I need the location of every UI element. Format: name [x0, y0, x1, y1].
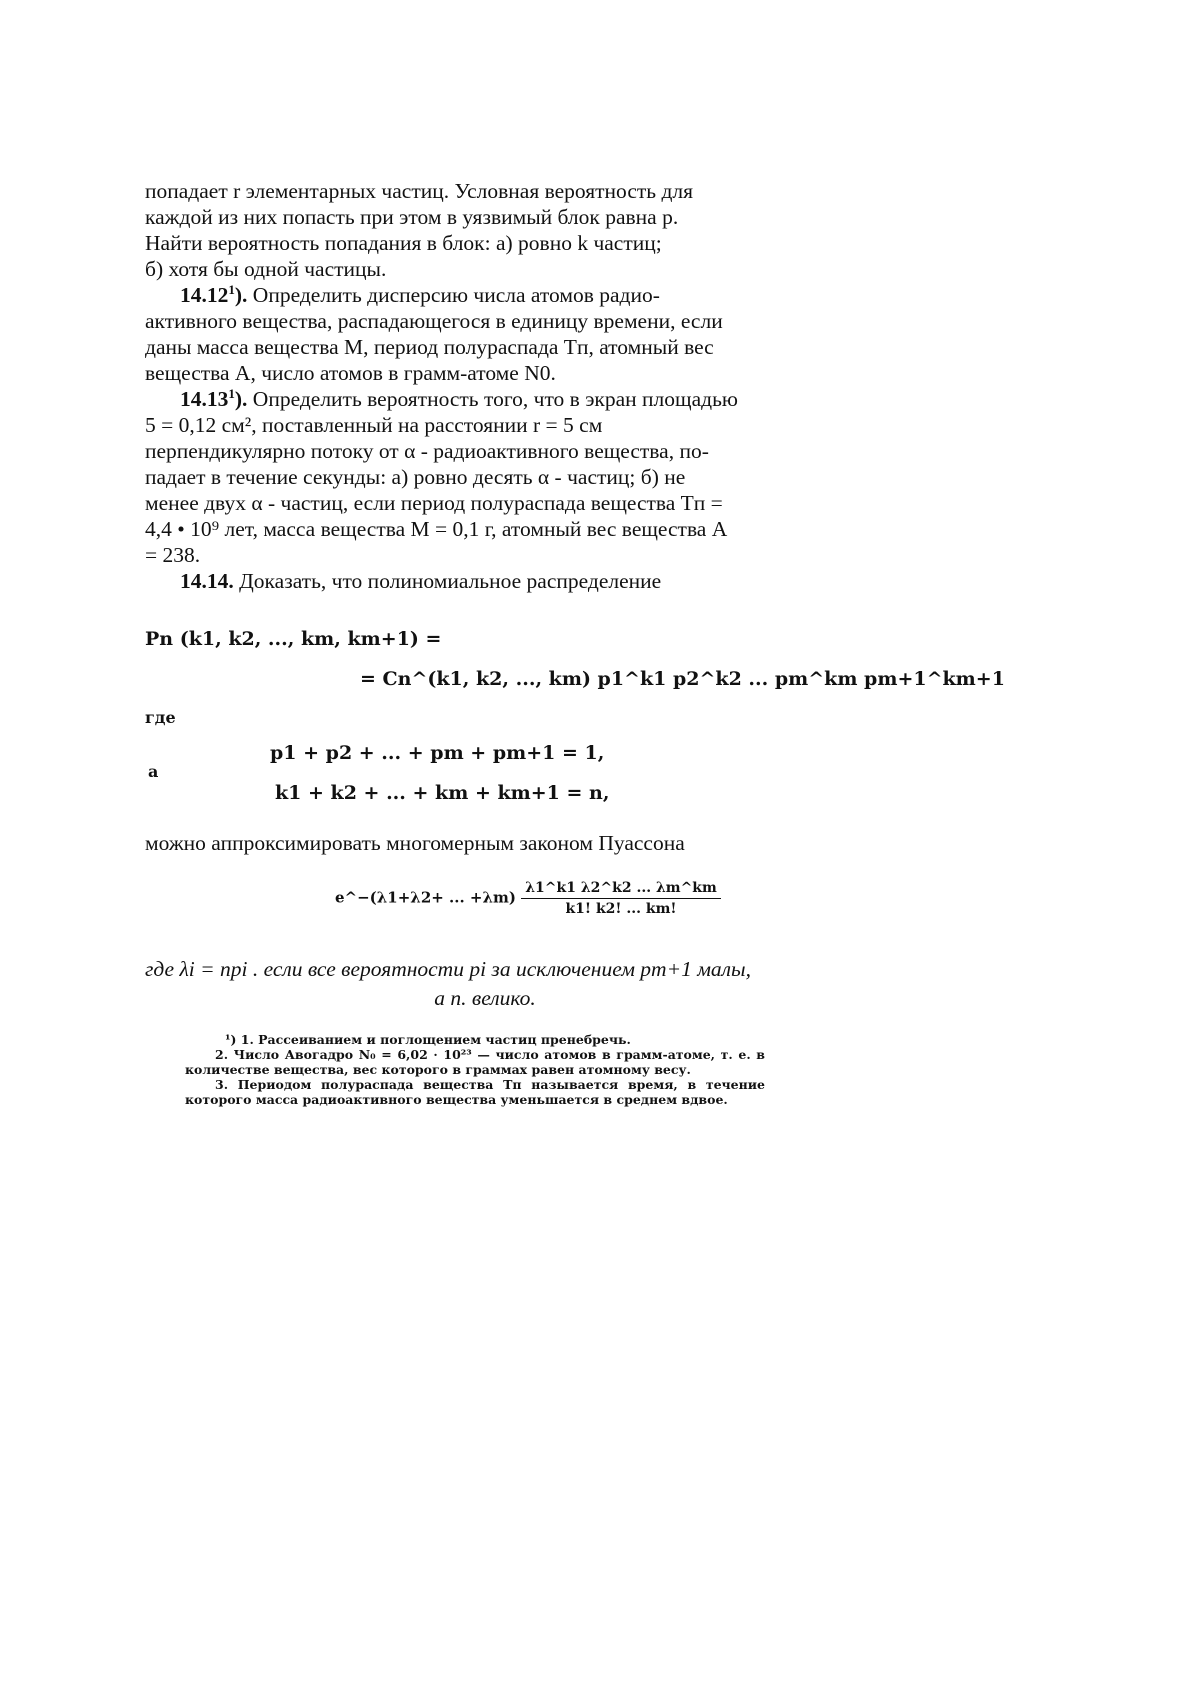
label-a: а	[148, 762, 159, 781]
problem-14-13-heading-line	[145, 386, 825, 412]
text-line: 4,4 • 10⁹ лет, масса вещества M = 0,1 г, атомный вес вещества A	[145, 517, 728, 541]
formula-pn-lhs: Pn (k1, k2, ..., km, km+1) =	[145, 628, 442, 650]
problem-14-13	[145, 386, 825, 568]
text-line: Доказать, что полиномиальное распределение	[233, 569, 662, 593]
problem-14-14	[145, 568, 825, 594]
problem-number-suffix: ).	[234, 283, 248, 307]
text-line: = 238.	[145, 543, 201, 567]
text-line: вещества A, число атомов в грамм-атоме N0.	[145, 361, 556, 385]
text-line: каждой из них попасть при этом в уязвимый блок равна p.	[145, 205, 679, 229]
footnote-2: 2. Число Авогадро N₀ = 6,02 · 10²³ — число атомов в грамм-атоме, т. е. в количестве вещества, вес которого в граммах равен атомному весу.	[185, 1047, 765, 1077]
text-line: менее двух α - частиц, если период полураспада вещества Tп =	[145, 491, 723, 515]
formula-poisson-exponential: e^−(λ1+λ2+ ... +λm)	[335, 888, 516, 907]
footnote-ref: 1	[228, 281, 235, 297]
footnote-1: ¹) 1. Рассеиванием и поглощением частиц пренебречь.	[225, 1032, 631, 1047]
text-line: падает в течение секунды: а) ровно десять α - частиц; б) не	[145, 465, 686, 489]
formula-sum-k: k1 + k2 + ... + km + km+1 = n,	[275, 782, 610, 804]
formula-pn-rhs: = Cn^(k1, k2, ..., km) p1^k1 p2^k2 ... pm^km pm+1^km+1	[360, 668, 1005, 690]
text-line: Определить дисперсию числа атомов радио-	[247, 283, 660, 307]
text-line: попадает r элементарных частиц. Условная вероятность для	[145, 179, 694, 203]
text-line: Определить вероятность того, что в экран площадью	[247, 387, 738, 411]
text-line: перпендикулярно потоку от α - радиоактивного вещества, по-	[145, 439, 709, 463]
text-line: где λi = npi . если все вероятности pi за исключением pm+1 малы,	[145, 957, 751, 981]
formula-poisson-numerator: λ1^k1 λ2^k2 ... λm^km	[521, 880, 721, 899]
footnote-3: 3. Периодом полураспада вещества Tп называется время, в течение которого масса радиоактивного вещества уменьшается в среднем вдвое.	[185, 1077, 765, 1107]
trailer-text	[145, 955, 825, 1013]
footnotes	[185, 1032, 765, 1107]
problem-14-14-line	[145, 568, 825, 594]
problem-number: 14.13	[180, 387, 229, 411]
text-line: 5 = 0,12 см², поставленный на расстоянии r = 5 см	[145, 413, 603, 437]
text-line: активного вещества, распадающегося в единицу времени, если	[145, 309, 723, 333]
formula-poisson-fraction	[521, 880, 721, 917]
problem-number: 14.12	[180, 283, 229, 307]
text-line: б) хотя бы одной частицы.	[145, 257, 387, 281]
label-gde: где	[145, 708, 176, 727]
poisson-intro	[145, 830, 825, 856]
problem-number: 14.14.	[180, 569, 234, 593]
formula-poisson	[335, 880, 721, 917]
paragraph-continuation	[145, 178, 825, 282]
text-line-centered: а n. велико.	[434, 986, 536, 1010]
problem-number-suffix: ).	[234, 387, 248, 411]
formula-poisson-denominator: k1! k2! ... km!	[565, 901, 677, 917]
problem-14-12	[145, 282, 825, 386]
text-line: можно аппроксимировать многомерным законом Пуассона	[145, 831, 685, 855]
text-line: Найти вероятность попадания в блок: а) ровно k частиц;	[145, 231, 662, 255]
problem-14-12-heading-line	[145, 282, 825, 308]
formula-sum-p: p1 + p2 + ... + pm + pm+1 = 1,	[270, 742, 605, 764]
text-line: даны масса вещества M, период полураспада Tп, атомный вес	[145, 335, 714, 359]
footnote-ref: 1	[228, 385, 235, 401]
